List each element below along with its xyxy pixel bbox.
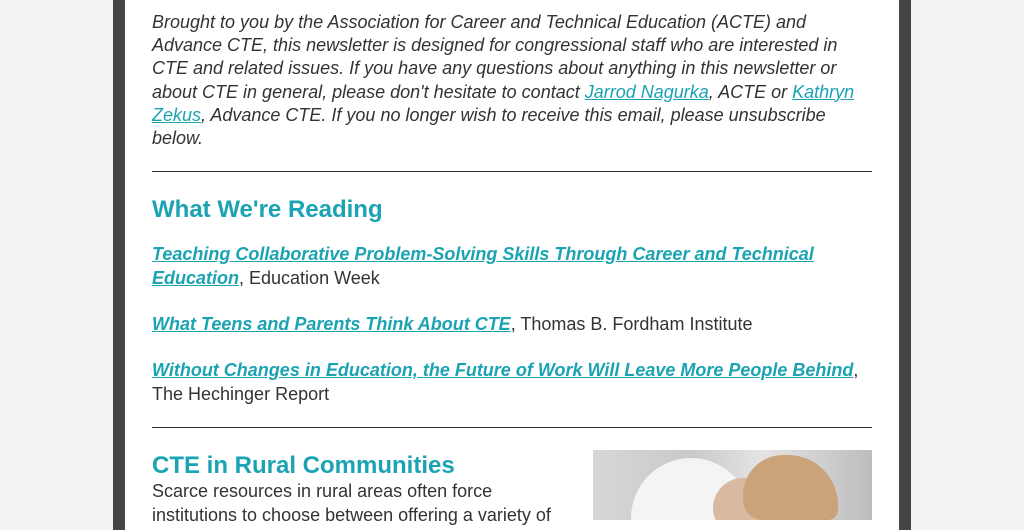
intro-text-middle: , ACTE or — [708, 81, 793, 102]
intro-text-after: , Advance CTE. If you no longer wish to receive this email, please unsubscribe below. — [152, 104, 826, 149]
hair-shape — [743, 455, 838, 520]
article-source: , The Hechinger Report — [152, 360, 859, 404]
article-link[interactable]: Teaching Collaborative Problem-Solving Skills Through Career and Technical Education — [152, 244, 814, 288]
article-source: , Education Week — [239, 267, 380, 288]
section-heading-rural: CTE in Rural Communities — [152, 452, 455, 479]
contact-link-jarrod-nagurka[interactable]: Jarrod Nagurka — [584, 81, 709, 102]
intro-paragraph — [152, 11, 874, 150]
article-item — [152, 243, 872, 290]
article-source: , Thomas B. Fordham Institute — [510, 314, 753, 334]
contact-link-kathryn-zekus[interactable]: Kathryn Zekus — [152, 81, 855, 125]
article-link[interactable]: What Teens and Parents Think About CTE — [152, 314, 511, 334]
section-divider — [152, 427, 872, 428]
article-item — [152, 313, 872, 337]
student-photo — [593, 450, 872, 520]
article-item — [152, 359, 872, 406]
article-link[interactable]: Without Changes in Education, the Future of Work Will Leave More People Behind — [152, 360, 854, 380]
section-heading-reading: What We're Reading — [152, 196, 383, 223]
intro-text-before: Brought to you by the Association for Career and Technical Education (ACTE) and Advance CTE, this newsletter is designed for congressional staff who are interested in CTE and related issues. If you have any questions about anything in this newsletter or about CTE in general, please don't hesitate to contact — [152, 12, 838, 102]
rural-section-text: Scarce resources in rural areas often force institutions to choose between offering a variety of — [152, 481, 551, 525]
section-divider — [152, 171, 872, 172]
